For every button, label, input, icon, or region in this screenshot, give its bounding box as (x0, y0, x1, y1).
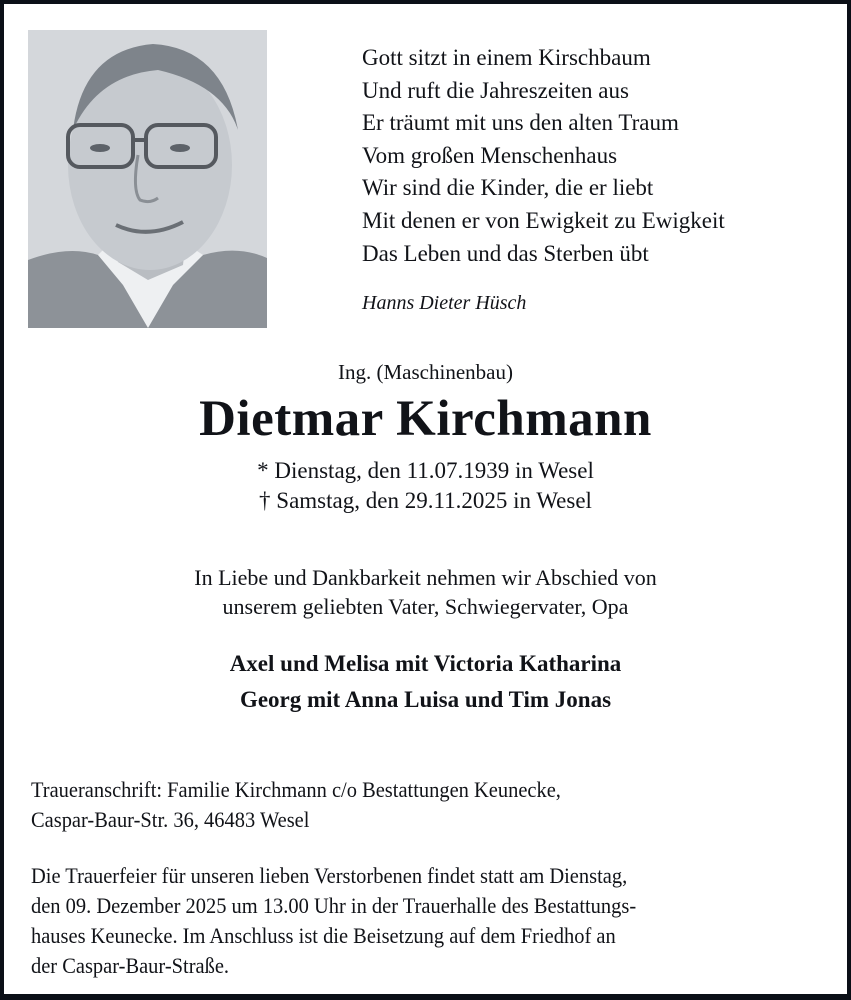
deceased-name: Dietmar Kirchmann (199, 391, 652, 447)
poem-line: Vom großen Menschenhaus (362, 142, 618, 168)
poem-line: Gott sitzt in einem Kirschbaum (362, 45, 651, 70)
farewell-text (4, 563, 847, 621)
address-line: Traueranschrift: Familie Kirchmann c/o Bestattungen Keunecke, (31, 777, 561, 802)
poem-line: Das Leben und das Sterben übt (362, 240, 649, 266)
poem-line: Und ruft die Jahreszeiten aus (362, 77, 629, 103)
deceased-title: Ing. (Maschinenbau) (338, 360, 513, 384)
poem-author: Hanns Dieter Hüsch (362, 292, 527, 314)
poem (362, 42, 725, 270)
mourner-family: Georg mit Anna Luisa und Tim Jonas (239, 687, 612, 712)
mourning-address (31, 775, 561, 835)
obituary-card (4, 4, 847, 994)
life-dates (4, 456, 847, 516)
birth-date: * Dienstag, den 11.07.1939 in Wesel (257, 458, 594, 483)
poem-line: Er träumt mit uns den alten Traum (362, 110, 679, 136)
portrait-photo (28, 30, 267, 328)
poem-line: Mit denen er von Ewigkeit zu Ewigkeit (362, 207, 725, 233)
poem-line: Wir sind die Kinder, die er liebt (362, 175, 654, 201)
service-line: hauses Keunecke. Im Anschluss ist die Beisetzung auf dem Friedhof an (31, 923, 616, 948)
service-line: Die Trauerfeier für unseren lieben Verstorbenen findet statt am Dienstag, (31, 863, 628, 888)
farewell-line: In Liebe und Dankbarkeit nehmen wir Abschied von (194, 565, 657, 590)
service-line: den 09. Dezember 2025 um 13.00 Uhr in der Trauerhalle des Bestattungs- (31, 893, 637, 918)
farewell-line: unserem geliebten Vater, Schwiegervater, Opa (222, 594, 629, 619)
service-line: der Caspar-Baur-Straße. (31, 953, 230, 978)
death-date: † Samstag, den 29.11.2025 in Wesel (259, 488, 592, 513)
funeral-service-info (31, 861, 636, 981)
address-line: Caspar-Baur-Str. 36, 46483 Wesel (31, 807, 310, 832)
mourner-family: Axel und Melisa mit Victoria Katharina (229, 651, 622, 676)
mourners-list (4, 646, 847, 718)
portrait-photo-icon (28, 30, 267, 328)
